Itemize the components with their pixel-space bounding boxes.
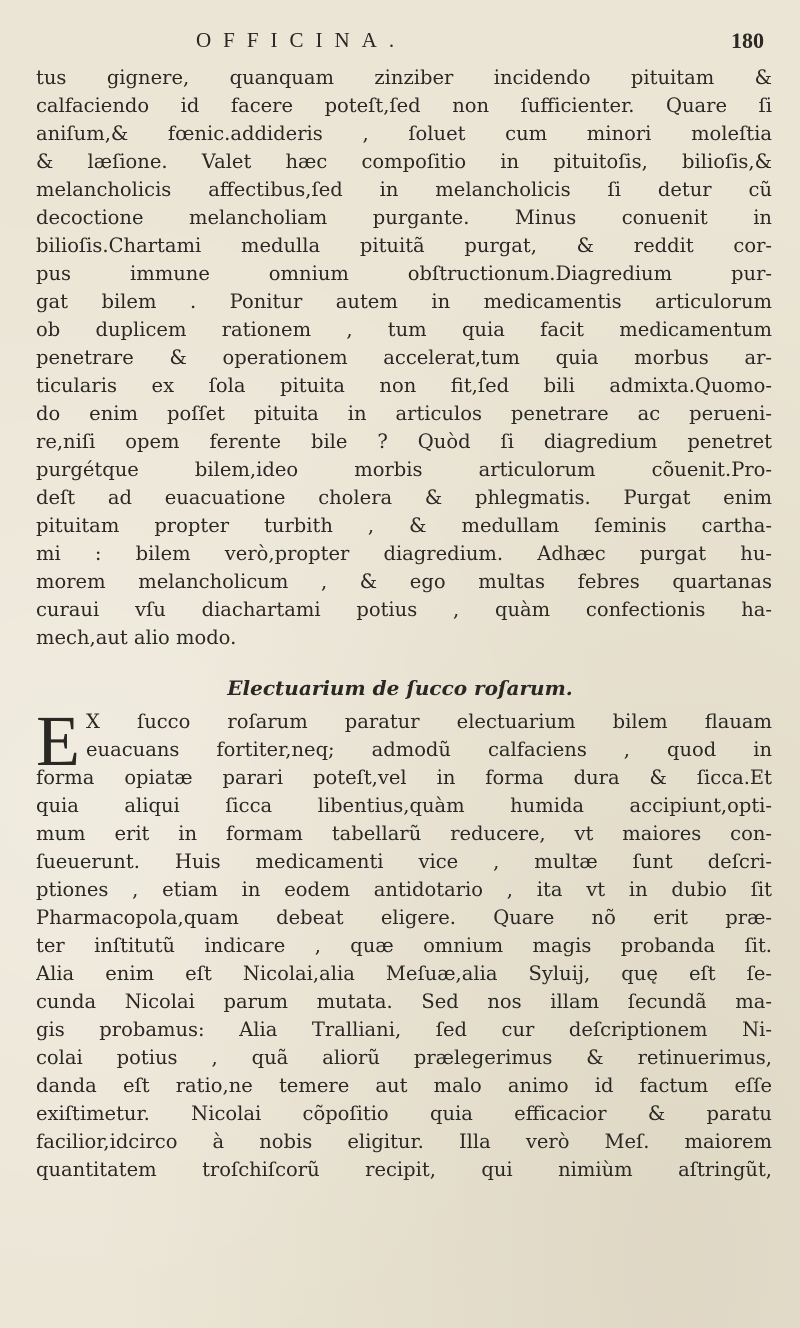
text-line: exiſtimetur. Nicolai cõpoſitio quia efficacior & paratu: [36, 1102, 772, 1125]
text-line: pus immune omnium obſtructionum.Diagredium pur-: [36, 262, 772, 285]
text-line: morem melancholicum , & ego multas febres quartanas: [36, 570, 772, 593]
section-heading: Electuarium de ſucco roſarum.: [227, 676, 573, 700]
text-line: pituitam propter turbith , & medullam ſeminis cartha-: [36, 514, 772, 537]
text-line: mum erit in formam tabellarũ reducere, vt maiores con-: [36, 822, 772, 845]
text-line: ticularis ex ſola pituita non fit,ſed bili admixta.Quomo-: [36, 374, 772, 397]
text-line: forma opiatæ parari poteſt,vel in forma dura & ſicca.Et: [36, 766, 772, 789]
text-line: quantitatem troſchiſcorũ recipit, qui nimiùm aſtringũt,: [36, 1158, 772, 1181]
text-line: gat bilem . Ponitur autem in medicamentis articulorum: [36, 290, 772, 313]
text-line: gis probamus: Alia Tralliani, ſed cur deſcriptionem Ni-: [36, 1018, 772, 1041]
text-line: re,niſi opem ferente bile ? Quòd ſi diagredium penetret: [36, 430, 772, 453]
text-line: calfaciendo id facere poteſt,ſed non ſufficienter. Quare ſi: [36, 94, 772, 117]
text-line: melancholicis affectibus,ſed in melancholicis ſi detur cũ: [36, 178, 772, 201]
text-line: tus gignere, quanquam zinziber incidendo pituitam &: [36, 66, 772, 89]
text-line: colai potius , quã aliorũ prælegerimus & retinuerimus,: [36, 1046, 772, 1069]
text-line: deſt ad euacuatione cholera & phlegmatis. Purgat enim: [36, 486, 772, 509]
text-line: quia aliqui ſicca libentius,quàm humida accipiunt,opti-: [36, 794, 772, 817]
text-line: cunda Nicolai parum mutata. Sed nos illam ſecundã ma-: [36, 990, 772, 1013]
text-line: do enim poſſet pituita in articulos penetrare ac perueni-: [36, 402, 772, 425]
text-line: ter inſtitutũ indicare , quæ omnium magis probanda ſit.: [36, 934, 772, 957]
page-number: 180: [731, 28, 764, 53]
text-line: facilior,idcirco à nobis eligitur. Illa verò Meſ. maiorem: [36, 1130, 772, 1153]
running-head: [0, 28, 800, 60]
text-line: aniſum,& fœnic.addideris , ſoluet cum minori moleſtia: [36, 122, 772, 145]
text-line: Pharmacopola,quam debeat eligere. Quare nõ erit præ-: [36, 906, 772, 929]
text-line: Alia enim eſt Nicolai,alia Meſuæ,alia Syluij, quę eſt ſe-: [36, 962, 772, 985]
text-line: mech,aut alio modo.: [36, 626, 237, 649]
text-line: ſueuerunt. Huis medicamenti vice , multæ ſunt deſcri-: [36, 850, 772, 873]
drop-cap: E: [36, 701, 80, 781]
paragraph-1: [36, 64, 772, 652]
text-line: ptiones , etiam in eodem antidotario , ita vt in dubio ſit: [36, 878, 772, 901]
text-line: X ſucco roſarum paratur electuarium bilem flauam: [86, 710, 772, 733]
text-line: & læſione. Valet hæc compoſitio in pituitoſis, bilioſis,&: [36, 150, 772, 173]
running-head-title: OFFICINA.: [196, 28, 407, 52]
text-line: mi : bilem verò,propter diagredium. Adhæc purgat hu-: [36, 542, 772, 565]
text-line: curaui vſu diachartami potius , quàm confectionis ha-: [36, 598, 772, 621]
paragraph-2: [36, 701, 772, 1184]
text-line: decoctione melancholiam purgante. Minus conuenit in: [36, 206, 772, 229]
text-line: purgétque bilem,ideo morbis articulorum cõuenit.Pro-: [36, 458, 772, 481]
text-line: danda eſt ratio,ne temere aut malo animo id factum eſſe: [36, 1074, 772, 1097]
text-line: bilioſis.Chartami medulla pituitã purgat, & reddit cor-: [36, 234, 772, 257]
text-line: penetrare & operationem accelerat,tum quia morbus ar-: [36, 346, 772, 369]
text-line: ob duplicem rationem , tum quia facit medicamentum: [36, 318, 772, 341]
text-line: euacuans fortiter,neq; admodũ calfaciens , quod in: [86, 738, 772, 761]
